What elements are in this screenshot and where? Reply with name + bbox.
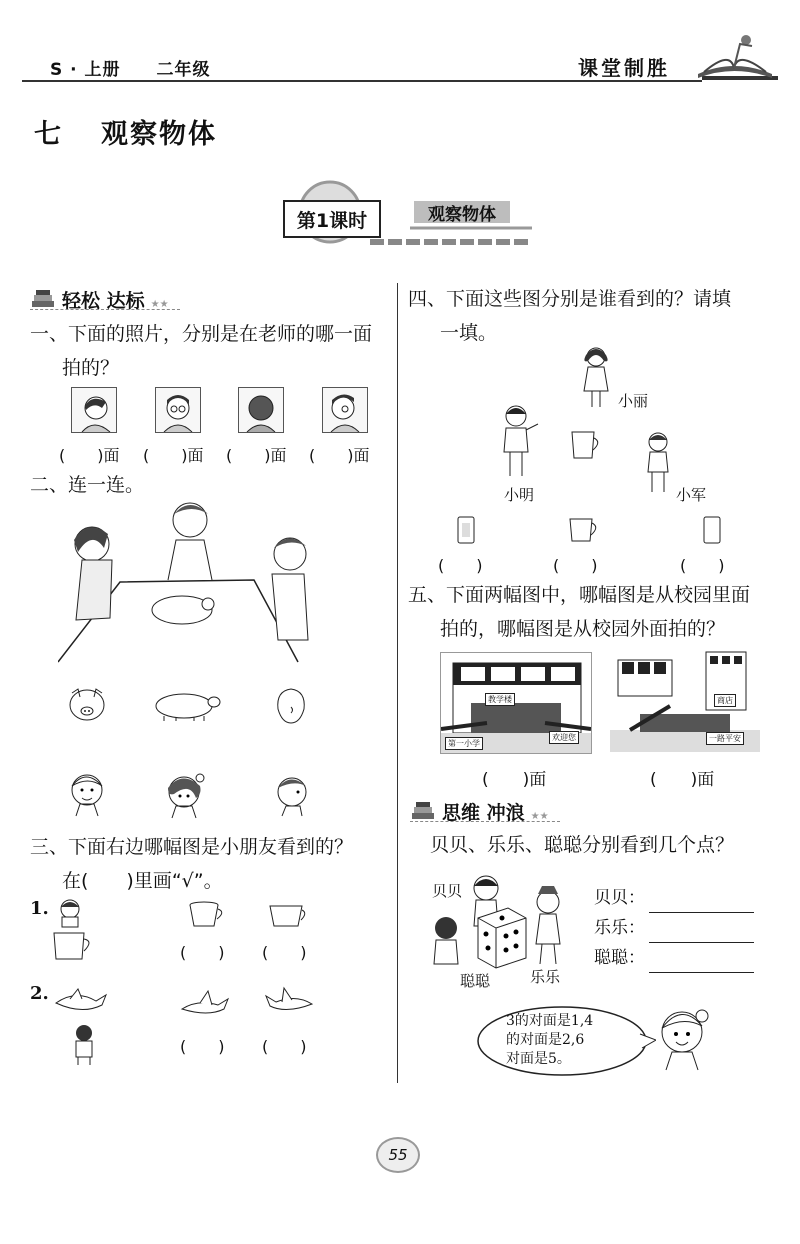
chapter-name: 观察物体	[101, 119, 217, 150]
child-with-dove-illustration	[52, 985, 112, 1067]
cup-view-a	[188, 900, 226, 928]
q1-answer-4[interactable]: ( )面	[309, 446, 370, 465]
dove-view-b	[262, 984, 316, 1018]
lesson-title: 观察物体	[414, 201, 510, 223]
pig-side-view	[150, 688, 222, 722]
label-xiaoming: 小明	[504, 486, 535, 504]
boy-xiaojun-illustration	[638, 430, 678, 496]
question-3	[30, 830, 395, 898]
column-divider	[397, 283, 398, 1083]
q1-line2: 拍的？	[62, 357, 120, 379]
q5-answer-2[interactable]: ( )面	[650, 770, 715, 790]
q3-line1: 三、下面右边哪幅图是小朋友看到的？	[30, 836, 354, 858]
teacher-photo-3	[238, 387, 284, 433]
hint-line-2: 的对面是2,6	[506, 1032, 585, 1048]
q5-answer-1[interactable]: ( )面	[482, 770, 547, 790]
q4-paren-1[interactable]: ( )	[438, 556, 483, 575]
section-easy-title: 轻松 达标	[62, 290, 145, 312]
label-xiaoli: 小丽	[618, 392, 649, 410]
question-4	[408, 282, 788, 350]
teacher-photo-4	[322, 387, 368, 433]
mug-view-2	[566, 515, 600, 543]
q1-answer-2[interactable]: ( )面	[143, 446, 204, 465]
hint-line-1: 3的对面是1,4	[506, 1013, 594, 1029]
girl-hint-illustration	[652, 1002, 716, 1072]
child-with-cup-illustration	[50, 897, 96, 965]
table-scene-illustration	[58, 500, 318, 675]
label-lele: 乐乐	[530, 968, 561, 986]
q3-item-2-number: 2.	[30, 983, 49, 1004]
fill-label-lele: 乐乐：	[594, 918, 645, 938]
q1-answer-3[interactable]: ( )面	[226, 446, 287, 465]
stars-decoration: ★★	[530, 811, 549, 822]
q1-line1: 一、下面的照片，分别是在老师的哪一面	[30, 323, 373, 345]
q4-line1: 四、下面这些图分别是谁看到的？请填	[408, 288, 732, 310]
boy-front-view	[66, 768, 108, 818]
hint-line-3: 对面是5。	[506, 1051, 571, 1067]
mug-view-1	[456, 515, 476, 545]
q4-line2: 一填。	[440, 322, 498, 344]
label-congcong: 聪聪	[460, 972, 491, 990]
q5-line1: 五、下面两幅图中，哪幅图是从校园里面	[408, 584, 751, 606]
girl-xiaoli-illustration	[574, 345, 618, 413]
q3-item-1-number: 1.	[30, 898, 49, 919]
sign-first-school: 第一小学	[445, 737, 483, 750]
stars-decoration: ★★	[150, 299, 169, 310]
q3-paren-4[interactable]: ( )	[262, 1037, 307, 1056]
dove-view-a	[178, 987, 232, 1021]
pig-back-view	[274, 685, 308, 725]
chapter-title	[34, 112, 217, 151]
label-xiaojun: 小军	[676, 486, 707, 504]
q3-paren-3[interactable]: ( )	[180, 1037, 225, 1056]
cup-view-b	[266, 902, 308, 928]
header-rule	[22, 80, 702, 82]
teacher-photo-2	[155, 387, 201, 433]
header-right: 课堂制胜	[578, 56, 670, 80]
books-icon	[410, 801, 436, 823]
section-underline	[410, 821, 560, 822]
lesson-tag: 第1课时	[283, 200, 381, 238]
mug-center-illustration	[568, 428, 602, 460]
fill-label-congcong: 聪聪：	[594, 948, 645, 968]
header-left: S · 上册 二年级	[50, 60, 211, 80]
boy-side-view	[270, 770, 312, 818]
question-1	[30, 317, 395, 385]
fill-blank-congcong[interactable]	[649, 972, 754, 973]
q3-paren-2[interactable]: ( )	[262, 943, 307, 962]
sign-shop: 商店	[714, 694, 736, 707]
teacher-photo-1	[71, 387, 117, 433]
section-thinking-title: 思维 冲浪	[442, 802, 525, 824]
sign-teaching-building: 教学楼	[485, 693, 515, 706]
q6-fill-in	[594, 883, 754, 973]
question-2: 二、连一连。	[30, 474, 145, 496]
question-5	[408, 578, 788, 646]
hint-text	[506, 1012, 593, 1069]
q1-answer-1[interactable]: ( )面	[59, 446, 120, 465]
book-logo-icon	[694, 28, 776, 80]
label-beibei: 贝贝	[432, 882, 463, 900]
section-underline	[30, 309, 180, 310]
q3-paren-1[interactable]: ( )	[180, 943, 225, 962]
school-photo-inside	[440, 652, 592, 754]
sign-safe-journey: 一路平安	[706, 732, 744, 745]
page-number: 55	[376, 1137, 420, 1173]
sign-welcome: 欢迎您	[549, 731, 579, 744]
books-icon	[30, 289, 56, 311]
fill-label-beibei: 贝贝：	[594, 888, 645, 908]
question-6: 贝贝、乐乐、聪聪分别看到几个点？	[430, 834, 735, 856]
girl-view	[160, 768, 208, 820]
school-photo-outside	[610, 650, 760, 752]
boy-xiaoming-illustration	[496, 404, 542, 480]
q4-paren-2[interactable]: ( )	[553, 556, 598, 575]
q3-line2: 在( )里画“√”。	[62, 870, 223, 892]
mug-view-3	[702, 515, 722, 545]
q4-paren-3[interactable]: ( )	[680, 556, 725, 575]
pig-front-view	[66, 685, 108, 725]
chapter-number: 七	[34, 119, 63, 150]
q5-line2: 拍的，哪幅图是从校园外面拍的？	[440, 618, 726, 640]
